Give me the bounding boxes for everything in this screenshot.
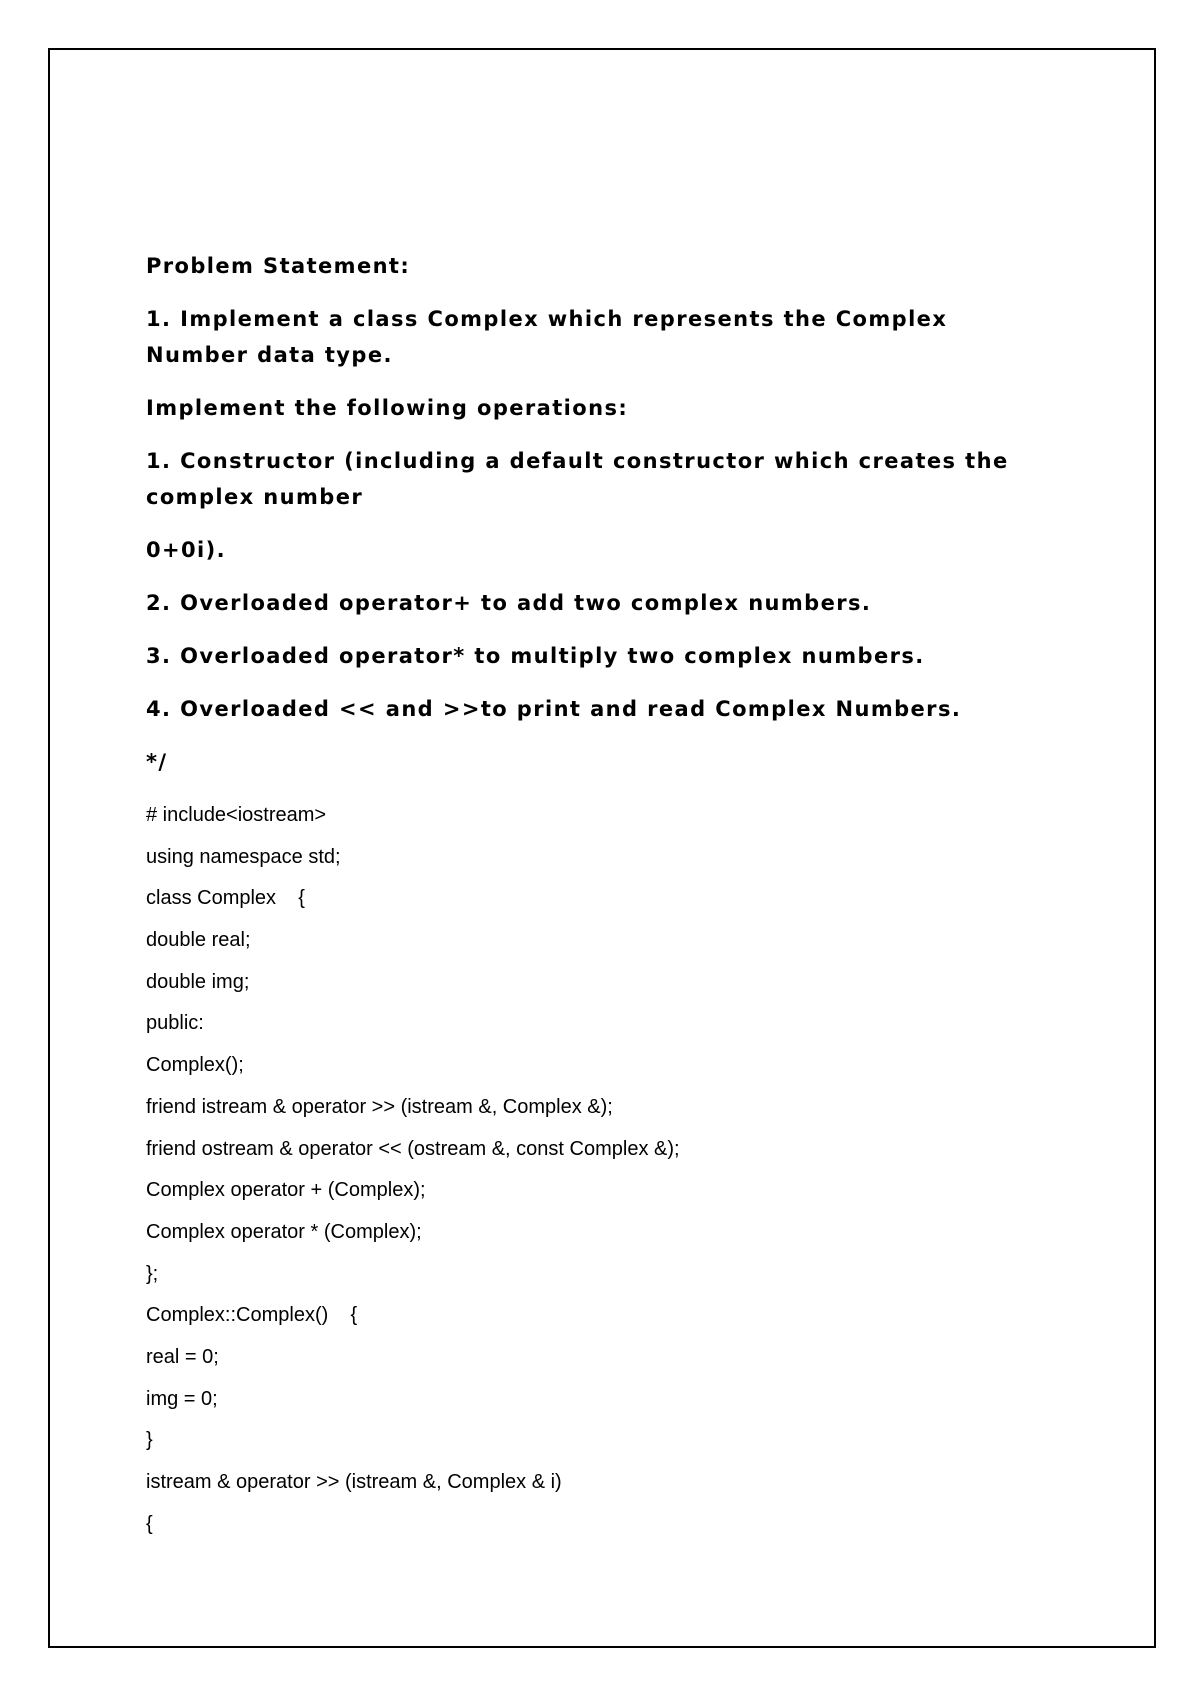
code-line: # include<iostream> xyxy=(146,804,327,826)
code-line: double img; xyxy=(146,970,250,993)
operation-4: 4. Overloaded << and >>to print and read Complex Numbers. xyxy=(146,697,962,721)
operations-heading: Implement the following operations: xyxy=(146,396,629,420)
code-line: Complex::Complex() { xyxy=(146,1304,358,1327)
document-body xyxy=(146,248,1046,1552)
code-line: public: xyxy=(146,1012,204,1035)
operation-3: 3. Overloaded operator* to multiply two complex numbers. xyxy=(146,644,925,668)
code-line: }; xyxy=(146,1262,159,1285)
code-line: img = 0; xyxy=(146,1387,218,1410)
code-line: } xyxy=(146,1429,153,1452)
operation-2: 2. Overloaded operator+ to add two complex numbers. xyxy=(146,591,872,615)
code-line: real = 0; xyxy=(146,1345,219,1368)
problem-heading: Problem Statement: xyxy=(146,254,411,278)
code-line: class Complex { xyxy=(146,887,305,910)
code-line: friend istream & operator >> (istream &, Complex &); xyxy=(146,1095,613,1118)
code-line: Complex(); xyxy=(146,1054,244,1077)
code-line: istream & operator >> (istream &, Complex & i) xyxy=(146,1471,562,1493)
code-line: double real; xyxy=(146,929,251,952)
code-listing xyxy=(146,802,1046,1552)
code-line: friend ostream & operator << (ostream &, const Complex &); xyxy=(146,1137,680,1160)
operation-1: 1. Constructor (including a default constructor which creates the complex number xyxy=(146,449,1009,509)
code-line: Complex operator * (Complex); xyxy=(146,1220,422,1243)
comment-end: */ xyxy=(146,750,168,774)
code-line: using namespace std; xyxy=(146,845,341,868)
code-line: Complex operator + (Complex); xyxy=(146,1179,426,1202)
operation-1-continued: 0+0i). xyxy=(146,538,226,562)
code-line: { xyxy=(146,1512,153,1535)
task-1: 1. Implement a class Complex which represents the Complex Number data type. xyxy=(146,307,948,367)
